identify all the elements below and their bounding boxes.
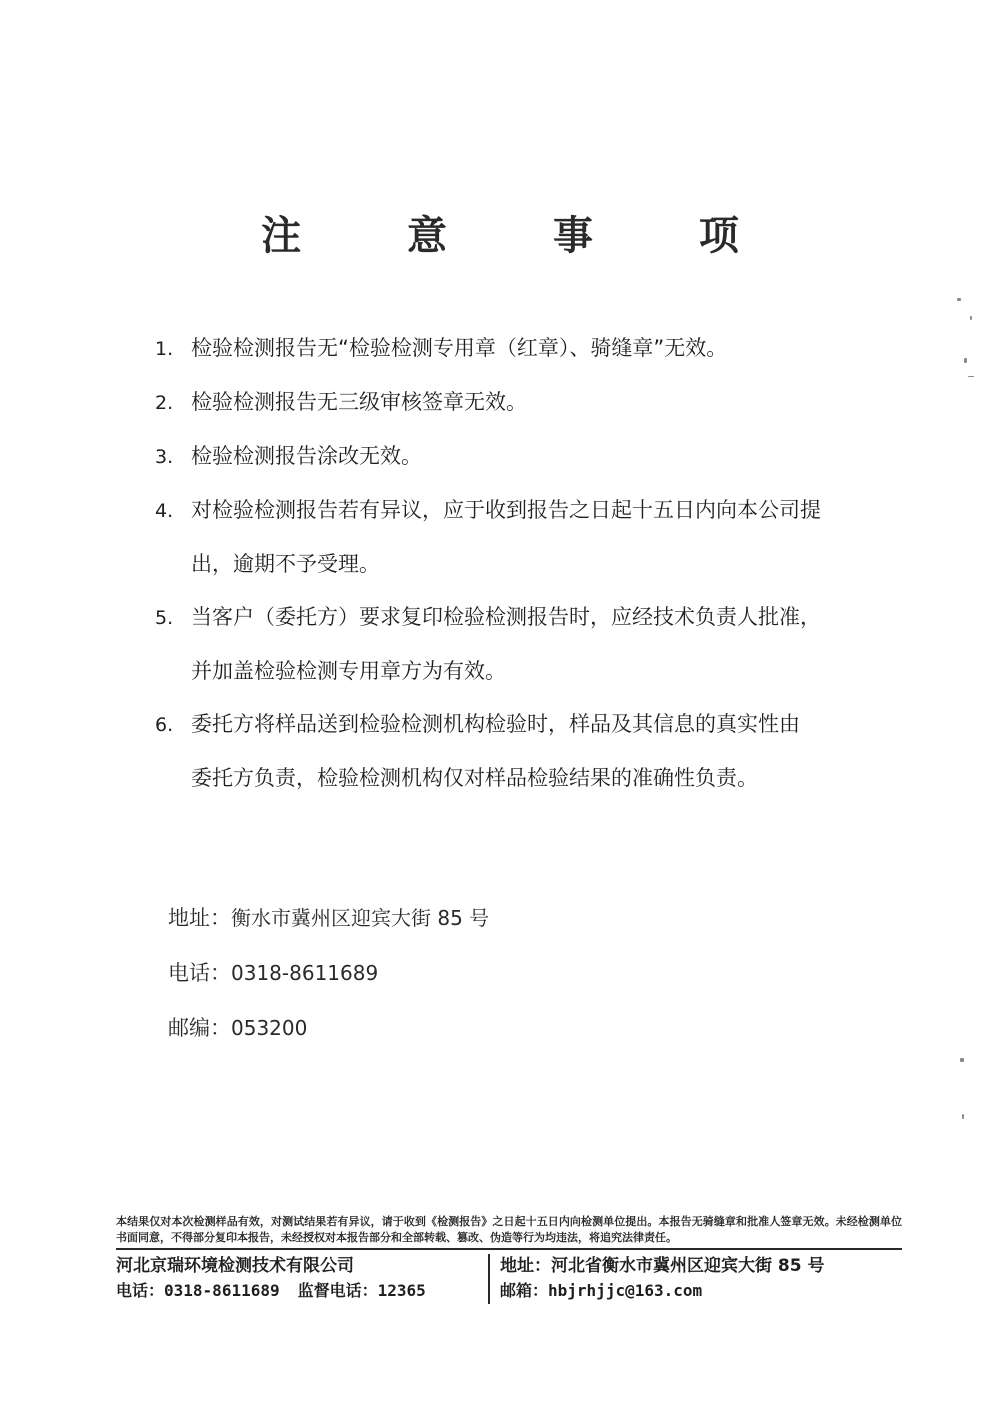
footer-mail-row bbox=[500, 1278, 825, 1304]
contact-block bbox=[168, 892, 768, 1057]
notice-text: 检验检测报告无“检验检测专用章（红章）、骑缝章”无效。 bbox=[191, 336, 728, 360]
notice-continuation: 出，逾期不予受理。 bbox=[191, 552, 380, 576]
scan-speck bbox=[962, 1114, 964, 1119]
footer-right bbox=[490, 1254, 825, 1304]
company-name: 河北京瑞环境检测技术有限公司 bbox=[116, 1256, 354, 1276]
page-footer bbox=[116, 1214, 902, 1304]
footer-tel-row bbox=[116, 1278, 482, 1304]
footer-addr-row bbox=[500, 1254, 825, 1278]
tel-value: 0318-8611689 bbox=[164, 1281, 280, 1300]
phone-label: 电话： bbox=[168, 961, 231, 985]
notice-item-1 bbox=[155, 322, 895, 376]
notice-text: 当客户（委托方）要求复印检验检测报告时，应经技术负责人批准， bbox=[191, 605, 821, 629]
tel-label: 电话： bbox=[116, 1281, 165, 1300]
notice-number: 3. bbox=[155, 446, 174, 468]
notice-number: 1. bbox=[155, 338, 174, 360]
notice-item-5 bbox=[155, 591, 895, 698]
notice-number: 6. bbox=[155, 714, 174, 736]
notice-number: 5. bbox=[155, 607, 174, 629]
notice-continuation: 委托方负责，检验检测机构仅对样品检验结果的准确性负责。 bbox=[191, 766, 758, 790]
notice-item-2 bbox=[155, 376, 895, 430]
notice-list bbox=[155, 322, 895, 805]
mail-label: 邮箱： bbox=[500, 1281, 549, 1300]
contact-postcode bbox=[168, 1002, 768, 1057]
contact-address bbox=[168, 892, 768, 947]
notice-item-6 bbox=[155, 698, 895, 805]
supervise-value: 12365 bbox=[377, 1281, 426, 1300]
scan-speck bbox=[964, 358, 967, 363]
addr-value: 河北省衡水市冀州区迎宾大街 85 号 bbox=[551, 1256, 825, 1276]
address-label: 地址： bbox=[168, 906, 231, 930]
addr-label: 地址： bbox=[500, 1256, 551, 1276]
notice-item-4 bbox=[155, 484, 895, 591]
footer-info bbox=[116, 1254, 902, 1304]
postcode-value: 053200 bbox=[231, 1016, 308, 1040]
address-value: 衡水市冀州区迎宾大街 85 号 bbox=[231, 906, 490, 930]
notice-text: 检验检测报告无三级审核签章无效。 bbox=[191, 390, 527, 414]
scan-speck bbox=[970, 316, 972, 320]
notice-number: 2. bbox=[155, 392, 174, 414]
notice-continuation: 并加盖检验检测专用章方为有效。 bbox=[191, 659, 506, 683]
scan-speck bbox=[968, 376, 974, 377]
supervise-label: 监督电话： bbox=[297, 1281, 378, 1300]
notice-text: 委托方将样品送到检验检测机构检验时，样品及其信息的真实性由 bbox=[191, 712, 800, 736]
page-title: 注 意 事 项 bbox=[261, 213, 785, 259]
scan-speck bbox=[957, 298, 961, 301]
footer-disclaimer: 本结果仅对本次检测样品有效，对测试结果若有异议，请于收到《检测报告》之日起十五日内向检测单位提出。本报告无骑缝章和批准人签章无效。未经检测单位书面同意，不得部分复印本报告，未经授权对本报告部分和全部转载、篡改、伪造等行为均违法，将追究法律责任。 bbox=[116, 1214, 902, 1250]
notice-number: 4. bbox=[155, 500, 174, 522]
contact-phone bbox=[168, 947, 768, 1002]
notice-item-3 bbox=[155, 430, 895, 484]
mail-value: hbjrhjjc@163.com bbox=[548, 1281, 703, 1300]
notice-text: 对检验检测报告若有异议，应于收到报告之日起十五日内向本公司提 bbox=[191, 498, 821, 522]
phone-value: 0318-8611689 bbox=[231, 961, 379, 985]
postcode-label: 邮编： bbox=[168, 1016, 231, 1040]
scan-speck bbox=[960, 1058, 964, 1062]
footer-left bbox=[116, 1254, 490, 1304]
notice-text: 检验检测报告涂改无效。 bbox=[191, 444, 422, 468]
